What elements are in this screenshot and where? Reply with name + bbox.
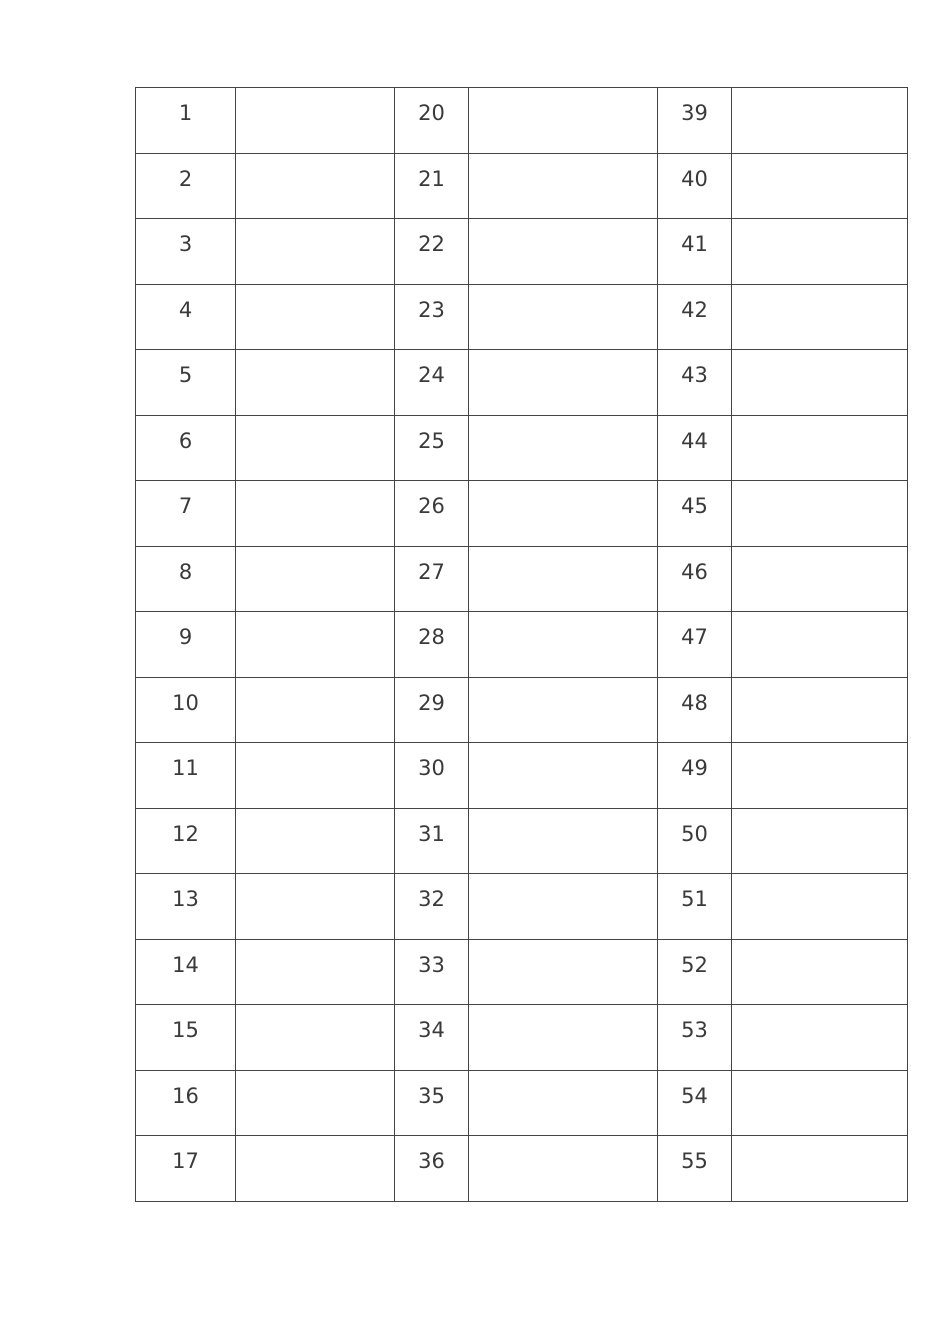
item-number-cell: 46 [658, 546, 732, 612]
item-number-cell: 45 [658, 481, 732, 547]
answer-cell[interactable] [236, 1136, 395, 1202]
item-number-cell: 28 [395, 612, 469, 678]
item-number-cell: 4 [136, 284, 236, 350]
item-number-cell: 48 [658, 677, 732, 743]
table-row [136, 350, 908, 416]
answer-cell[interactable] [469, 808, 658, 874]
item-number-cell: 17 [136, 1136, 236, 1202]
item-number-cell: 47 [658, 612, 732, 678]
item-number-cell: 35 [395, 1070, 469, 1136]
table-row [136, 939, 908, 1005]
answer-cell[interactable] [469, 874, 658, 940]
table-row [136, 874, 908, 940]
item-number-cell: 42 [658, 284, 732, 350]
answer-cell[interactable] [236, 743, 395, 809]
item-number-cell: 13 [136, 874, 236, 940]
answer-cell[interactable] [469, 743, 658, 809]
item-number-cell: 32 [395, 874, 469, 940]
item-number-cell: 27 [395, 546, 469, 612]
item-number-cell: 5 [136, 350, 236, 416]
item-number-cell: 16 [136, 1070, 236, 1136]
answer-cell[interactable] [469, 612, 658, 678]
table-row [136, 808, 908, 874]
item-number-cell: 9 [136, 612, 236, 678]
item-number-cell: 31 [395, 808, 469, 874]
answer-cell[interactable] [469, 677, 658, 743]
table-row [136, 153, 908, 219]
item-number-cell: 36 [395, 1136, 469, 1202]
item-number-cell: 34 [395, 1005, 469, 1071]
answer-cell[interactable] [469, 1070, 658, 1136]
grid-body [136, 88, 908, 1202]
table-row [136, 743, 908, 809]
answer-cell[interactable] [732, 481, 908, 547]
answer-cell[interactable] [236, 874, 395, 940]
answer-cell[interactable] [732, 415, 908, 481]
answer-cell[interactable] [236, 546, 395, 612]
table-row [136, 481, 908, 547]
answer-cell[interactable] [469, 219, 658, 285]
answer-cell[interactable] [732, 1136, 908, 1202]
table-row [136, 284, 908, 350]
answer-cell[interactable] [732, 546, 908, 612]
item-number-cell: 44 [658, 415, 732, 481]
item-number-cell: 26 [395, 481, 469, 547]
answer-cell[interactable] [236, 1070, 395, 1136]
answer-cell[interactable] [236, 808, 395, 874]
answer-cell[interactable] [469, 88, 658, 154]
item-number-cell: 20 [395, 88, 469, 154]
answer-cell[interactable] [732, 284, 908, 350]
answer-cell[interactable] [469, 939, 658, 1005]
answer-cell[interactable] [732, 1070, 908, 1136]
answer-cell[interactable] [732, 612, 908, 678]
answer-cell[interactable] [732, 219, 908, 285]
item-number-cell: 55 [658, 1136, 732, 1202]
answer-cell[interactable] [236, 153, 395, 219]
item-number-cell: 2 [136, 153, 236, 219]
item-number-cell: 7 [136, 481, 236, 547]
item-number-cell: 11 [136, 743, 236, 809]
table-row [136, 546, 908, 612]
item-number-cell: 29 [395, 677, 469, 743]
item-number-cell: 8 [136, 546, 236, 612]
item-number-cell: 51 [658, 874, 732, 940]
table-row [136, 219, 908, 285]
item-number-cell: 21 [395, 153, 469, 219]
answer-cell[interactable] [469, 284, 658, 350]
item-number-cell: 43 [658, 350, 732, 416]
answer-cell[interactable] [732, 153, 908, 219]
answer-cell[interactable] [469, 481, 658, 547]
numbered-answer-grid [135, 87, 908, 1202]
table-row [136, 415, 908, 481]
item-number-cell: 15 [136, 1005, 236, 1071]
item-number-cell: 53 [658, 1005, 732, 1071]
answer-cell[interactable] [732, 874, 908, 940]
answer-cell[interactable] [236, 415, 395, 481]
item-number-cell: 52 [658, 939, 732, 1005]
answer-cell[interactable] [469, 153, 658, 219]
item-number-cell: 30 [395, 743, 469, 809]
item-number-cell: 40 [658, 153, 732, 219]
answer-cell[interactable] [732, 88, 908, 154]
answer-cell[interactable] [469, 350, 658, 416]
item-number-cell: 50 [658, 808, 732, 874]
answer-cell[interactable] [732, 808, 908, 874]
answer-cell[interactable] [236, 219, 395, 285]
item-number-cell: 14 [136, 939, 236, 1005]
item-number-cell: 25 [395, 415, 469, 481]
answer-cell[interactable] [732, 743, 908, 809]
answer-cell[interactable] [236, 284, 395, 350]
answer-cell[interactable] [469, 546, 658, 612]
item-number-cell: 49 [658, 743, 732, 809]
answer-cell[interactable] [732, 677, 908, 743]
answer-cell[interactable] [469, 415, 658, 481]
answer-cell[interactable] [236, 677, 395, 743]
table-row [136, 1070, 908, 1136]
item-number-cell: 10 [136, 677, 236, 743]
answer-cell[interactable] [732, 1005, 908, 1071]
answer-cell[interactable] [469, 1136, 658, 1202]
answer-cell[interactable] [236, 1005, 395, 1071]
answer-cell[interactable] [236, 939, 395, 1005]
item-number-cell: 54 [658, 1070, 732, 1136]
table-row [136, 677, 908, 743]
item-number-cell: 22 [395, 219, 469, 285]
table-row [136, 1005, 908, 1071]
answer-cell[interactable] [732, 350, 908, 416]
table-row [136, 88, 908, 154]
answer-cell[interactable] [236, 481, 395, 547]
item-number-cell: 39 [658, 88, 732, 154]
item-number-cell: 1 [136, 88, 236, 154]
table-row [136, 1136, 908, 1202]
answer-cell[interactable] [236, 612, 395, 678]
item-number-cell: 41 [658, 219, 732, 285]
answer-cell[interactable] [732, 939, 908, 1005]
item-number-cell: 6 [136, 415, 236, 481]
answer-cell[interactable] [469, 1005, 658, 1071]
item-number-cell: 23 [395, 284, 469, 350]
item-number-cell: 33 [395, 939, 469, 1005]
item-number-cell: 3 [136, 219, 236, 285]
item-number-cell: 12 [136, 808, 236, 874]
item-number-cell: 24 [395, 350, 469, 416]
answer-cell[interactable] [236, 88, 395, 154]
answer-cell[interactable] [236, 350, 395, 416]
table-row [136, 612, 908, 678]
